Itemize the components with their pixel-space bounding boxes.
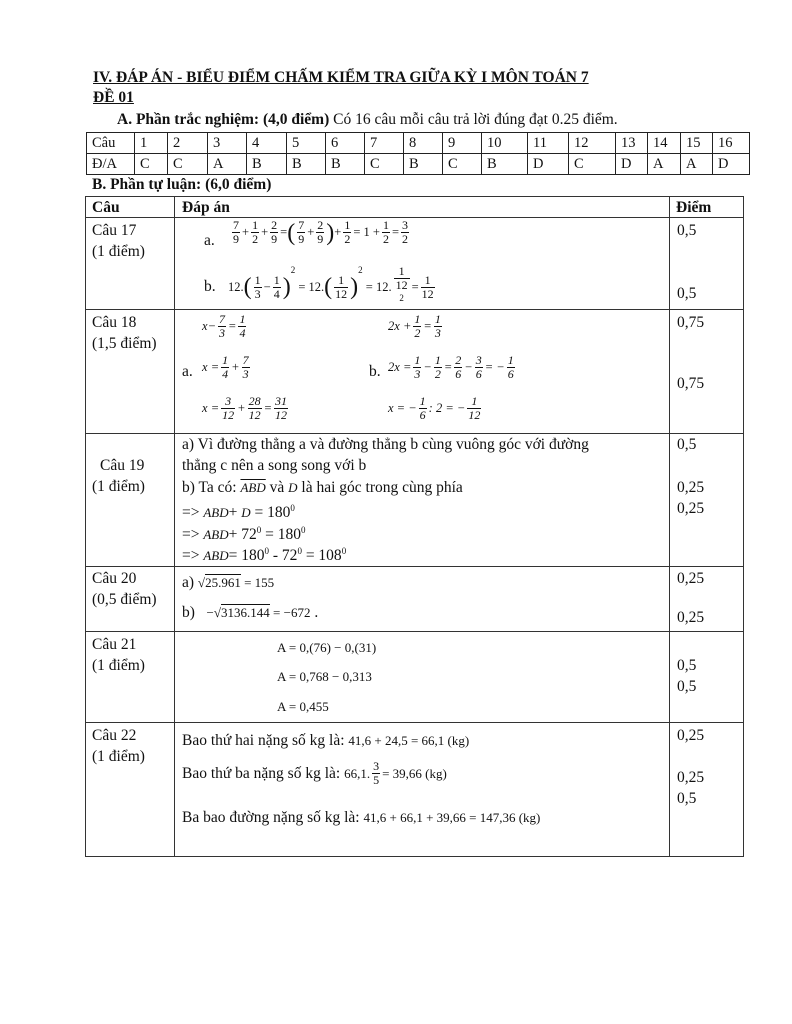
fraction: $\frac{1}{12}$ — [468, 394, 481, 422]
answer-letter: C — [365, 154, 404, 175]
q20-b: b) −√3136.144 = −672 . — [182, 604, 319, 621]
answer-letter: B — [482, 154, 528, 175]
fraction: $\frac{7}{3}$ — [219, 312, 225, 340]
question-number: 4 — [247, 133, 287, 154]
row-divider — [86, 309, 743, 310]
part-a-label: A. Phần trắc nghiệm: (4,0 điểm) — [117, 111, 330, 128]
q18-b-line-2: 2x = $\frac{1}{3}$ − $\frac{1}{2}$ = $\frac{2}{6}$ − $\frac{3}{6}$ = − $\frac{1}{6}$ — [388, 353, 514, 381]
q19-line-6: => $ABD= 180^0 - 72^0 = 108^0$ — [182, 546, 347, 565]
angle-d: D — [241, 505, 251, 521]
essay-answer-table — [85, 196, 744, 857]
answer-letter: C — [569, 154, 616, 175]
row-divider — [86, 566, 743, 567]
q17-b-equation: 12. ( $\frac{1}{3}$ − $\frac{1}{4}$ ) 2 = 12. ( $\frac{1}{12}$ ) 2 = 12. 1 12 $^2$ = $\frac{1}{12}$ — [228, 265, 437, 309]
fraction: $\frac{2}{9}$ — [271, 218, 278, 246]
fraction: $\frac{1}{3}$ — [254, 272, 261, 301]
question-number: 14 — [648, 133, 681, 154]
answer-letter: C — [135, 154, 168, 175]
q18-a-label: a. — [182, 363, 193, 380]
fraction: $\frac{2}{9}$ — [317, 218, 324, 246]
q18-a-line-2: x = $\frac{1}{4}$ + $\frac{7}{3}$ — [202, 353, 249, 381]
q19-line-4: => $ABD+ D = 180^0$ — [182, 503, 295, 522]
fraction: $\frac{7}{9}$ — [233, 218, 239, 246]
q19-line-5: => $ABD+ 72^0 = 180^0$ — [182, 525, 306, 544]
q18-title: Câu 18 — [92, 314, 137, 331]
question-number: 11 — [528, 133, 569, 154]
q19-score-1: 0,5 — [677, 436, 697, 453]
q17-score-1: 0,5 — [677, 222, 697, 239]
part-a-heading — [117, 110, 618, 130]
answer-letter: B — [326, 154, 365, 175]
fraction: $\frac{1}{4}$ — [222, 353, 229, 381]
fraction: $\frac{1}{12}$ — [421, 272, 434, 301]
question-number: 5 — [287, 133, 326, 154]
header-score: Điểm — [676, 199, 712, 216]
q20-score-1: 0,25 — [677, 570, 705, 587]
answer-letter: A — [648, 154, 681, 175]
q17-score-2: 0,5 — [677, 285, 697, 302]
row-label-question: Câu — [87, 133, 135, 154]
row-divider — [86, 722, 743, 723]
heading-line-2: ĐỀ 01 — [93, 89, 134, 106]
q20-a: a) √25.961 = 155 — [182, 574, 275, 591]
sqrt-icon: √ — [197, 575, 206, 590]
q17-title: Câu 17 — [92, 222, 137, 239]
q19-points: (1 điểm) — [92, 478, 145, 495]
answer-letter: B — [247, 154, 287, 175]
fraction: $\frac{3}{5}$ — [373, 759, 380, 787]
answer-letter: A — [681, 154, 713, 175]
q18-b-line-1: 2x + $\frac{1}{2}$ = $\frac{1}{3}$ — [388, 312, 441, 340]
answer-letter: D — [616, 154, 648, 175]
q21-score-1: 0,5 — [677, 657, 697, 674]
question-number: 15 — [681, 133, 713, 154]
angle-abd: ABD — [203, 527, 229, 543]
q22-score-1: 0,25 — [677, 727, 705, 744]
q17-a-equation: $\frac{7}{9}$ + $\frac{1}{2}$ + $\frac{2}{9}$ = ( $\frac{7}{9}$ + $\frac{2}{9}$ ) + $\frac{1}{2}$ = 1 + $\frac{1}{2}$ = $\frac{3}{2}$ — [233, 218, 408, 246]
answer-letter: D — [528, 154, 569, 175]
angle-d: D — [288, 480, 298, 495]
fraction: $\frac{1}{12}$ — [335, 272, 348, 301]
q22-line-3: Ba bao đường nặng số kg là: 41,6 + 66,1 + 39,66 = 147,36 (kg) — [182, 809, 541, 826]
answer-key-table — [86, 132, 750, 175]
q19-score-3: 0,25 — [677, 500, 705, 517]
q22-score-2: 0,25 — [677, 769, 705, 786]
fraction: $\frac{31}{12}$ — [275, 394, 287, 422]
fraction: $\frac{7}{9}$ — [298, 218, 305, 246]
fraction: $\frac{1}{2}$ — [414, 312, 421, 340]
fraction: $\frac{1}{6}$ — [507, 353, 514, 381]
q21-line-3: A = 0,455 — [277, 699, 329, 714]
q20-title: Câu 20 — [92, 570, 137, 587]
question-number: 2 — [168, 133, 208, 154]
q20-points: (0,5 điểm) — [92, 591, 157, 608]
q21-score-2: 0,5 — [677, 678, 697, 695]
q18-a-line-3: x = $\frac{3}{12}$ + $\frac{28}{12}$ = $\frac{31}{12}$ — [202, 394, 287, 422]
answer-letter: C — [443, 154, 482, 175]
question-row — [87, 133, 750, 154]
fraction: $\frac{1}{4}$ — [239, 312, 246, 340]
part-b-heading: B. Phần tự luận: (6,0 điểm) — [92, 176, 272, 193]
q18-points: (1,5 điểm) — [92, 335, 157, 352]
q22-line-2: Bao thứ ba nặng số kg là: 66,1. $\frac{3}{5}$ = 39,66 (kg) — [182, 759, 447, 787]
sqrt-icon: √ — [213, 605, 222, 620]
row-divider — [86, 631, 743, 632]
q19-line-1: a) Vì đường thẳng a và đường thẳng b cùng vuông góc với đường — [182, 436, 589, 453]
angle-abd: $\overline{ABD}$ — [240, 480, 266, 495]
fraction: $\frac{1}{3}$ — [414, 353, 421, 381]
q19-line-3: b) Ta có: $\overline{ABD}$ và D là hai góc trong cùng phía — [182, 479, 463, 496]
answer-row — [87, 154, 750, 175]
q17-b-label: b. — [204, 278, 216, 295]
part-a-description: Có 16 câu mỗi câu trả lời đúng đạt 0.25 điểm. — [329, 111, 618, 128]
question-number: 13 — [616, 133, 648, 154]
q18-score-2: 0,75 — [677, 375, 705, 392]
q19-score-2: 0,25 — [677, 479, 705, 496]
q22-title: Câu 22 — [92, 727, 137, 744]
fraction: $\frac{3}{2}$ — [402, 218, 408, 246]
q20-score-2: 0,25 — [677, 609, 705, 626]
row-divider — [86, 433, 743, 434]
q19-line-2: thẳng c nên a song song với b — [182, 457, 367, 474]
question-number: 7 — [365, 133, 404, 154]
q18-score-1: 0,75 — [677, 314, 705, 331]
angle-abd: ABD — [203, 548, 229, 564]
q22-line-1: Bao thứ hai nặng số kg là: 41,6 + 24,5 = 66,1 (kg) — [182, 732, 470, 749]
fraction: $\frac{2}{6}$ — [455, 353, 462, 381]
fraction: $\frac{1}{2}$ — [344, 218, 351, 246]
answer-letter: B — [404, 154, 443, 175]
fraction: $\frac{1}{2}$ — [252, 218, 259, 246]
answer-letter: D — [713, 154, 750, 175]
header-question: Câu — [92, 199, 120, 216]
row-divider — [86, 217, 743, 218]
answer-letter: B — [287, 154, 326, 175]
question-number: 8 — [404, 133, 443, 154]
q21-title: Câu 21 — [92, 636, 137, 653]
question-number: 9 — [443, 133, 482, 154]
fraction: $\frac{1}{3}$ — [434, 312, 441, 340]
q22-score-3: 0,5 — [677, 790, 697, 807]
question-number: 12 — [569, 133, 616, 154]
question-number: 3 — [208, 133, 247, 154]
answer-letter: A — [208, 154, 247, 175]
q21-line-2: A = 0,768 − 0,313 — [277, 669, 372, 684]
fraction: $\frac{28}{12}$ — [248, 394, 261, 422]
question-number: 1 — [135, 133, 168, 154]
heading-line-1: IV. ĐÁP ÁN - BIỂU ĐIỂM CHẤM KIỂM TRA GIỮA KỲ I MÔN TOÁN 7 — [93, 69, 589, 86]
fraction: 1 12 $^2$ — [395, 264, 408, 303]
q19-title: Câu 19 — [100, 457, 145, 474]
fraction: $\frac{3}{12}$ — [222, 394, 235, 422]
question-number: 10 — [482, 133, 528, 154]
column-divider — [669, 197, 670, 856]
column-divider — [174, 197, 175, 856]
q17-a-label: a. — [204, 232, 215, 249]
angle-abd: ABD — [203, 505, 229, 521]
question-number: 6 — [326, 133, 365, 154]
q21-line-1: A = 0,(76) − 0,(31) — [277, 640, 377, 655]
fraction: $\frac{7}{3}$ — [242, 353, 249, 381]
fraction: $\frac{3}{6}$ — [475, 353, 482, 381]
q18-a-line-1: x − $\frac{7}{3}$ = $\frac{1}{4}$ — [202, 312, 246, 340]
fraction: $\frac{1}{4}$ — [273, 272, 280, 301]
q17-points: (1 điểm) — [92, 243, 145, 260]
q18-b-line-3: x = − $\frac{1}{6}$ : 2 = − $\frac{1}{12}$ — [388, 394, 481, 422]
q21-points: (1 điểm) — [92, 657, 145, 674]
fraction: $\frac{1}{6}$ — [419, 394, 426, 422]
row-label-answer: Đ/A — [87, 154, 135, 175]
q18-b-label: b. — [369, 363, 381, 380]
question-number: 16 — [713, 133, 750, 154]
answer-letter: C — [168, 154, 208, 175]
fraction: $\frac{1}{2}$ — [434, 353, 441, 381]
fraction: $\frac{1}{2}$ — [382, 218, 389, 246]
header-answer: Đáp án — [182, 199, 230, 216]
q22-points: (1 điểm) — [92, 748, 145, 765]
